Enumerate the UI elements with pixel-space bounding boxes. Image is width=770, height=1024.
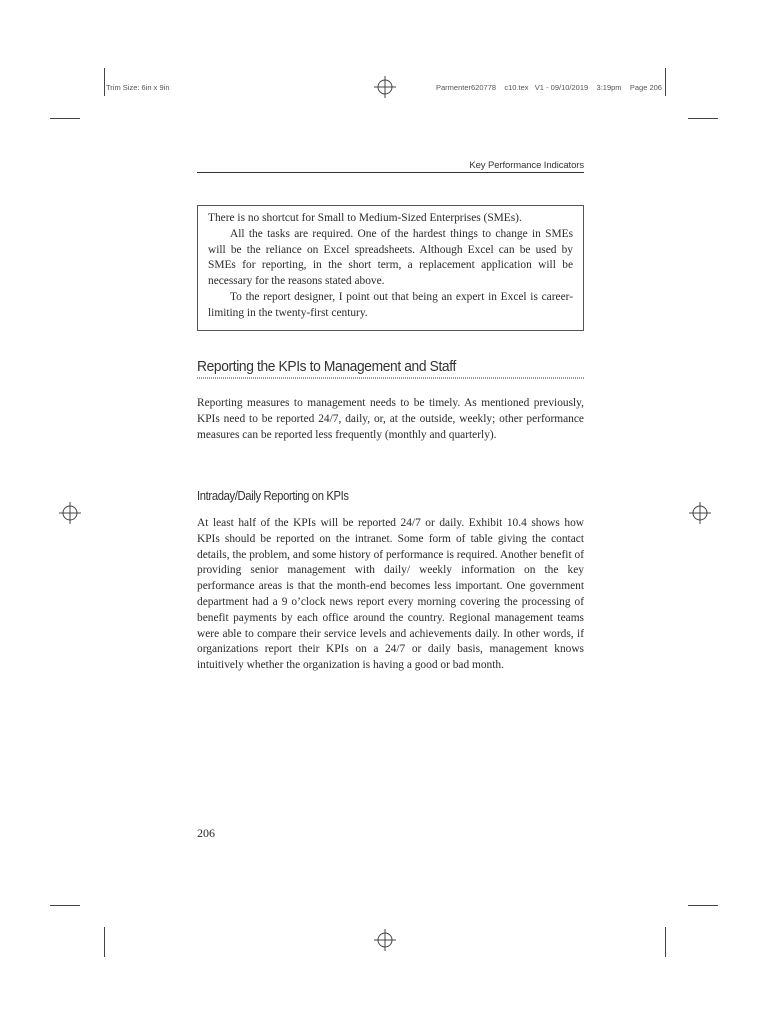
boxed-note-paragraph: All the tasks are required. One of the hardest things to change in SMEs will be the reliance on Excel spreadsheets. Although Excel can be used by SMEs for reporting, in the short term, a replacement application will be necessary for the reasons stated above. [208, 227, 573, 288]
running-head-rule [197, 172, 584, 173]
subsection-heading: Intraday/Daily Reporting on KPIs [197, 489, 349, 503]
boxed-note [197, 205, 584, 331]
crop-mark-icon [104, 927, 105, 957]
registration-mark-icon [689, 502, 711, 524]
boxed-note-paragraph: There is no shortcut for Small to Medium-Sized Enterprises (SMEs). [208, 212, 522, 224]
registration-mark-icon [59, 502, 81, 524]
crop-mark-icon [50, 118, 80, 119]
body-paragraph: At least half of the KPIs will be reported 24/7 or daily. Exhibit 10.4 shows how KPIs should be reported on the intranet. Some form of table giving the contact details, the problem, and some history of performance is required. Another benefit of providing senior management with daily/ weekly information on the key performance areas is that the month-end becomes less important. One government department had a 9 o’clock news report every morning covering the processing of benefit payments by each office around the country. Regional management teams were able to compare their service levels and achievements daily. In other words, if organizations report their KPIs on a 24/7 or daily basis, management knows intuitively whether the organization is having a good or bad month. [197, 517, 584, 672]
section-heading-rule [197, 377, 584, 379]
registration-mark-icon [374, 929, 396, 951]
crop-mark-icon [104, 68, 105, 96]
body-paragraph: Reporting measures to management needs to be timely. As mentioned previously, KPIs need to be reported 24/7, daily, or, at the outside, weekly; other performance measures can be reported less frequently (monthly and quarterly). [197, 397, 584, 441]
crop-mark-icon [688, 118, 718, 119]
page-number: 206 [197, 826, 215, 840]
running-head: Key Performance Indicators [469, 160, 584, 171]
registration-mark-icon [374, 76, 396, 98]
crop-mark-icon [688, 905, 718, 906]
crop-mark-icon [50, 905, 80, 906]
file-info-slug: Parmenter620778 c10.tex V1 - 09/10/2019 3:19pm Page 206 [436, 83, 662, 92]
section-heading: Reporting the KPIs to Management and Staff [197, 358, 456, 375]
crop-mark-icon [665, 68, 666, 96]
trim-size-slug: Trim Size: 6in x 9in [106, 83, 170, 92]
boxed-note-paragraph: To the report designer, I point out that being an expert in Excel is career-limiting in the twenty-first century. [208, 290, 573, 319]
crop-mark-icon [665, 927, 666, 957]
